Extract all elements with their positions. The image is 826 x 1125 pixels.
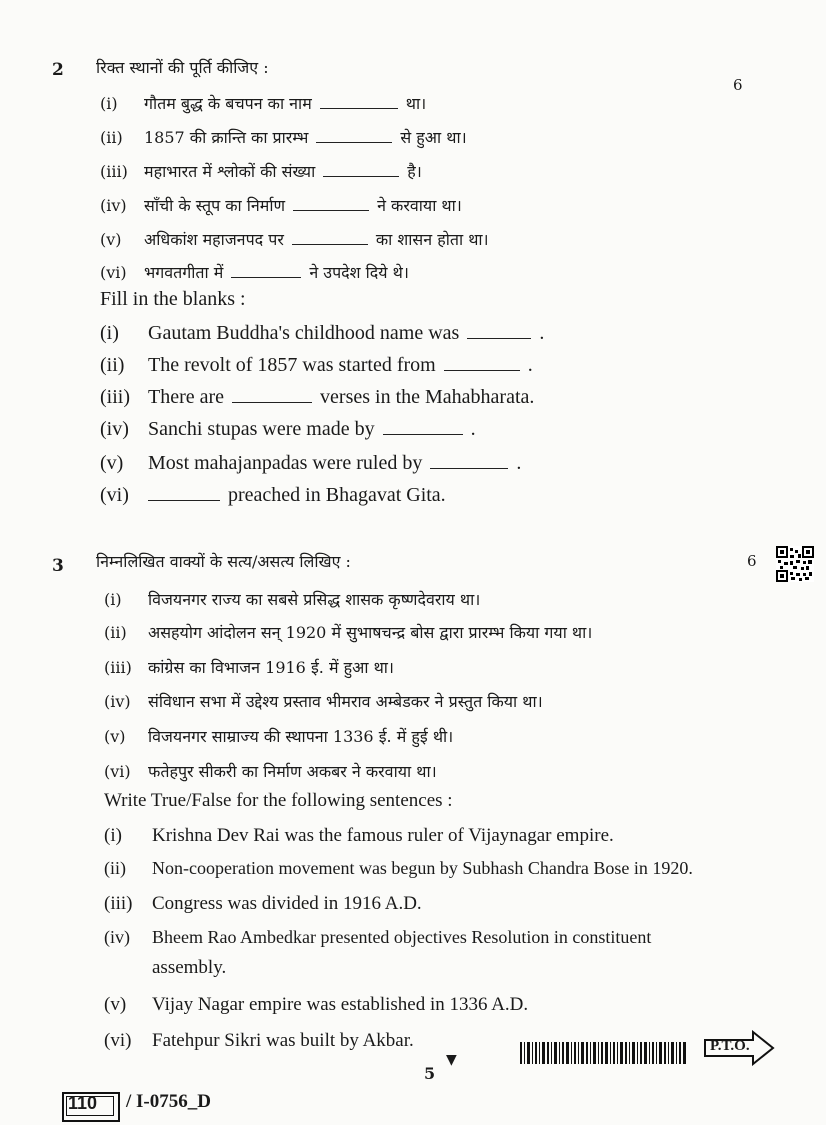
- item-text: विजयनगर राज्य का सबसे प्रसिद्ध शासक कृष्णदेवराय था।: [148, 590, 481, 609]
- item-text: का शासन होता था।: [375, 230, 489, 249]
- item-text: कांग्रेस का विभाजन 1916 ई. में हुआ था।: [148, 658, 394, 677]
- item-text: Non-cooperation movement was begun by Subhash Chandra Bose in 1920.: [152, 858, 693, 878]
- q3-hindi-header: निम्नलिखित वाक्यों के सत्य/असत्य लिखिए :: [96, 552, 351, 571]
- q2-english-item: [100, 484, 446, 507]
- item-number: (iv): [104, 927, 130, 947]
- item-text: गौतम बुद्ध के बचपन का नाम: [144, 94, 312, 113]
- q3-english-header: Write True/False for the following sentences :: [104, 790, 453, 811]
- item-number: (iii): [104, 658, 132, 677]
- item-text: भगवतगीता में: [144, 263, 224, 282]
- fill-blank: [148, 499, 220, 501]
- fill-blank: [232, 401, 312, 403]
- item-number: (iv): [104, 692, 131, 711]
- q3-hindi-item: [104, 656, 394, 678]
- item-text: असहयोग आंदोलन सन् 1920 में सुभाषचन्द्र बोस द्वारा प्रारम्भ किया गया था।: [148, 623, 593, 642]
- barcode-icon: [520, 1042, 688, 1064]
- item-number: (vi): [104, 1030, 132, 1051]
- item-text: Krishna Dev Rai was the famous ruler of Vijaynagar empire.: [152, 825, 614, 846]
- q3-english-item-continuation: [152, 957, 226, 979]
- item-number: (v): [104, 994, 127, 1015]
- q3-english-item: [104, 927, 651, 948]
- item-text: Sanchi stupas were made by: [148, 418, 375, 440]
- item-number: (ii): [104, 623, 127, 642]
- item-text: Congress was divided in 1916 A.D.: [152, 893, 422, 914]
- q2-hindi-item: [100, 126, 467, 148]
- item-text: verses in the Mahabharata.: [320, 386, 535, 408]
- item-text: Most mahajanpadas were ruled by: [148, 452, 423, 474]
- item-number: (ii): [100, 128, 123, 147]
- item-number: (i): [100, 322, 119, 344]
- item-text: .: [470, 418, 476, 440]
- q3-english-item: [104, 893, 422, 915]
- item-number: (iii): [104, 893, 133, 914]
- question-number-3: 3: [52, 556, 64, 576]
- q2-english-item: [100, 452, 521, 475]
- fill-blank: [320, 107, 398, 109]
- item-number: (ii): [100, 354, 125, 376]
- qr-code-icon: [776, 546, 814, 582]
- item-text: Vijay Nagar empire was established in 1336 A.D.: [152, 994, 529, 1015]
- item-text: There are: [148, 386, 225, 408]
- item-number: (iv): [100, 196, 127, 215]
- fill-blank: [383, 433, 463, 435]
- q3-hindi-item: [104, 690, 543, 712]
- item-number: (v): [104, 727, 126, 746]
- q3-hindi-item: [104, 725, 453, 747]
- item-text: .: [539, 322, 545, 344]
- q3-hindi-item: [104, 760, 437, 782]
- item-number: (i): [104, 825, 122, 846]
- q2-marks: 6: [733, 76, 743, 94]
- item-text: है।: [407, 162, 422, 181]
- item-number: (i): [100, 94, 118, 113]
- q2-english-item: [100, 322, 544, 345]
- pto-label: P.T.O.: [710, 1038, 750, 1054]
- fill-blank: [430, 467, 508, 469]
- q3-english-item: [104, 858, 693, 879]
- item-number: (iv): [100, 418, 129, 440]
- item-number: (ii): [104, 858, 126, 878]
- item-text: .: [516, 452, 522, 474]
- fill-blank: [323, 175, 399, 177]
- item-text: The revolt of 1857 was started from: [148, 354, 436, 376]
- q2-english-item: [100, 386, 534, 409]
- item-text: महाभारत में श्लोकों की संख्या: [144, 162, 316, 181]
- item-number: (vi): [100, 263, 127, 282]
- item-text: विजयनगर साम्राज्य की स्थापना 1336 ई. में हुई थी।: [148, 727, 454, 746]
- item-number: (vi): [100, 484, 129, 506]
- q3-english-item: [104, 825, 614, 847]
- q2-hindi-item: [100, 160, 422, 182]
- ink-mark: ▼: [446, 1052, 457, 1068]
- q2-english-item: [100, 354, 533, 377]
- item-text: फतेहपुर सीकरी का निर्माण अकबर ने करवाया था।: [148, 762, 437, 781]
- item-text: संविधान सभा में उद्देश्य प्रस्ताव भीमराव अम्बेडकर ने प्रस्तुत किया था।: [148, 692, 543, 711]
- item-text: .: [527, 354, 533, 376]
- fill-blank: [444, 369, 520, 371]
- item-text: Bheem Rao Ambedkar presented objectives Resolution in constituent: [152, 927, 652, 947]
- paper-code: / I-0756_D: [126, 1091, 211, 1112]
- item-text: preached in Bhagavat Gita.: [228, 484, 446, 506]
- item-text: साँची के स्तूप का निर्माण: [144, 196, 286, 215]
- q3-hindi-item: [104, 621, 592, 643]
- q3-english-item: [104, 994, 528, 1016]
- item-number: (i): [104, 590, 122, 609]
- q2-hindi-item: [100, 261, 409, 283]
- q2-hindi-item: [100, 92, 426, 114]
- q3-marks: 6: [747, 552, 757, 570]
- item-text: से हुआ था।: [400, 128, 467, 147]
- item-number: (v): [100, 452, 124, 474]
- q2-hindi-header: रिक्त स्थानों की पूर्ति कीजिए :: [96, 58, 269, 77]
- item-number: (iii): [100, 162, 128, 181]
- fill-blank: [316, 141, 392, 143]
- item-text: ने करवाया था।: [377, 196, 462, 215]
- fill-blank: [231, 276, 301, 278]
- item-number: (vi): [104, 762, 131, 781]
- item-text: Fatehpur Sikri was built by Akbar.: [152, 1030, 414, 1051]
- item-text: अधिकांश महाजनपद पर: [144, 230, 284, 249]
- item-text: 1857 की क्रान्ति का प्रारम्भ: [144, 128, 309, 147]
- q2-hindi-item: [100, 228, 489, 250]
- question-number-2: 2: [52, 60, 64, 80]
- q2-hindi-item: [100, 194, 462, 216]
- item-number: (iii): [100, 386, 130, 408]
- fill-blank: [467, 337, 531, 339]
- code-number: 110: [68, 1093, 98, 1113]
- q2-english-header: Fill in the blanks :: [100, 288, 246, 310]
- fill-blank: [292, 243, 368, 245]
- item-text: Gautam Buddha's childhood name was: [148, 322, 460, 344]
- q2-english-item: [100, 418, 476, 441]
- q3-hindi-item: [104, 588, 480, 610]
- page-number: 5: [424, 1064, 436, 1083]
- item-text: assembly.: [152, 957, 227, 978]
- item-number: (v): [100, 230, 122, 249]
- item-text: ने उपदेश दिये थे।: [309, 263, 409, 282]
- q3-english-item: [104, 1030, 414, 1052]
- fill-blank: [293, 209, 369, 211]
- item-text: था।: [405, 94, 427, 113]
